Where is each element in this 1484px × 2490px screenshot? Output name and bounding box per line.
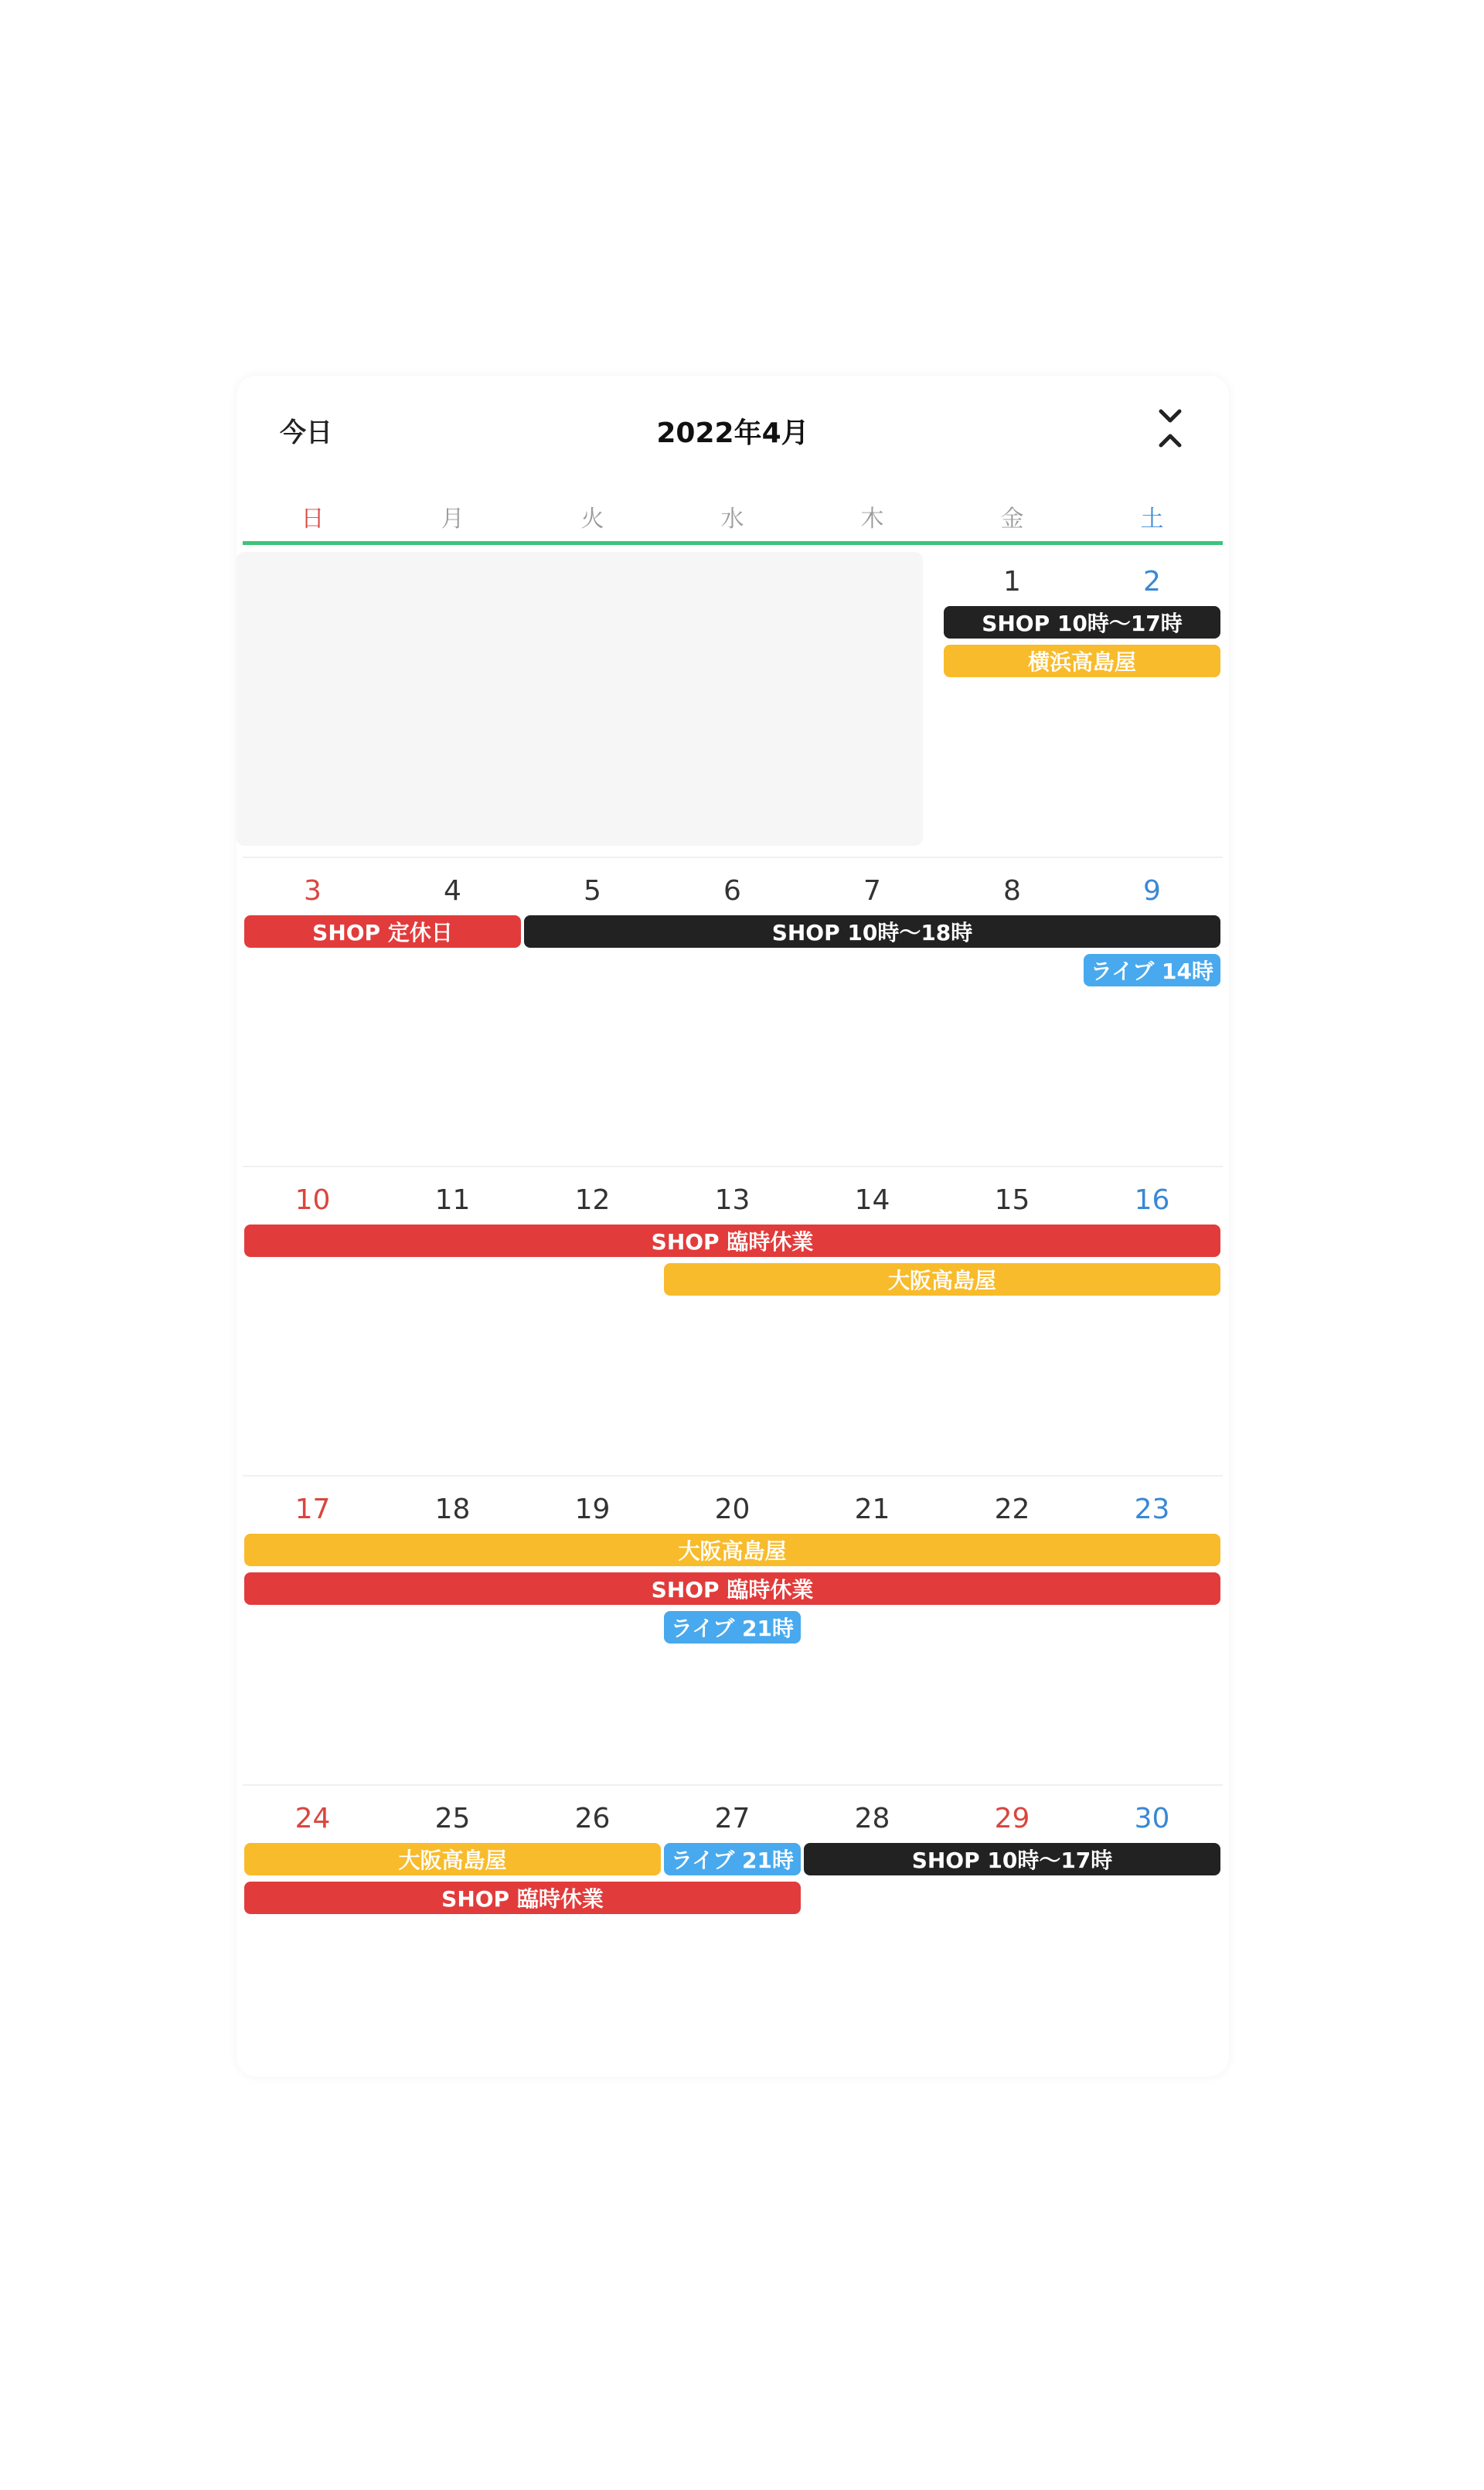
day-cell-number[interactable]: 28 bbox=[854, 1803, 890, 1834]
day-cell-number[interactable]: 14 bbox=[854, 1184, 890, 1216]
calendar-card bbox=[237, 376, 1229, 2076]
event-bar[interactable]: ライブ 21時 bbox=[664, 1611, 801, 1644]
event-bar[interactable]: SHOP 臨時休業 bbox=[244, 1572, 1220, 1605]
event-bar[interactable]: SHOP 10時〜17時 bbox=[944, 606, 1220, 639]
day-cell-number[interactable]: 3 bbox=[304, 875, 322, 907]
event-bar[interactable]: SHOP 臨時休業 bbox=[244, 1225, 1220, 1257]
chevron-collapse-icon bbox=[1155, 405, 1186, 451]
previous-month-empty-area bbox=[237, 552, 923, 846]
week-divider bbox=[243, 1784, 1223, 1786]
day-cell-number[interactable]: 21 bbox=[854, 1494, 890, 1525]
weekday-label: 月 bbox=[441, 506, 465, 533]
day-cell-number[interactable]: 29 bbox=[994, 1803, 1030, 1834]
event-bar[interactable]: ライブ 21時 bbox=[664, 1843, 801, 1875]
day-cell-number[interactable]: 22 bbox=[994, 1494, 1030, 1525]
day-cell-number[interactable]: 16 bbox=[1134, 1184, 1170, 1216]
day-cell-number[interactable]: 8 bbox=[1003, 875, 1021, 907]
day-cell-number[interactable]: 24 bbox=[294, 1803, 331, 1834]
calendar-header bbox=[237, 376, 1229, 484]
day-cell-number[interactable]: 20 bbox=[714, 1494, 751, 1525]
weekday-label: 土 bbox=[1140, 506, 1164, 533]
event-bar[interactable]: 大阪高島屋 bbox=[244, 1534, 1220, 1566]
day-cell-number[interactable]: 18 bbox=[434, 1494, 471, 1525]
collapse-toggle-button[interactable] bbox=[1155, 405, 1186, 451]
today-button[interactable]: 今日 bbox=[280, 417, 332, 448]
day-cell-number[interactable]: 17 bbox=[294, 1494, 331, 1525]
day-cell-number[interactable]: 19 bbox=[574, 1494, 611, 1525]
header-divider bbox=[243, 541, 1223, 545]
month-title: 2022年4月 bbox=[656, 417, 809, 449]
day-cell-number[interactable]: 4 bbox=[444, 875, 461, 907]
event-bar[interactable]: SHOP 臨時休業 bbox=[244, 1882, 801, 1914]
day-cell-number[interactable]: 1 bbox=[1003, 566, 1021, 598]
day-cell-number[interactable]: 27 bbox=[714, 1803, 751, 1834]
weekday-label: 金 bbox=[1000, 506, 1024, 533]
week-divider bbox=[243, 857, 1223, 858]
event-bar[interactable]: SHOP 定休日 bbox=[244, 915, 521, 948]
event-bar[interactable]: ライブ 14時 bbox=[1084, 954, 1220, 986]
week-divider bbox=[243, 1166, 1223, 1167]
day-cell-number[interactable]: 30 bbox=[1134, 1803, 1170, 1834]
day-cell-number[interactable]: 26 bbox=[574, 1803, 611, 1834]
weekday-label: 日 bbox=[301, 506, 325, 533]
week-divider bbox=[243, 1475, 1223, 1477]
day-cell-number[interactable]: 2 bbox=[1143, 566, 1161, 598]
event-bar[interactable]: SHOP 10時〜17時 bbox=[804, 1843, 1220, 1875]
weekday-label: 火 bbox=[580, 506, 604, 533]
weekday-label: 水 bbox=[720, 506, 744, 533]
day-cell-number[interactable]: 10 bbox=[294, 1184, 331, 1216]
event-bar[interactable]: 大阪高島屋 bbox=[244, 1843, 661, 1875]
event-bar[interactable]: SHOP 10時〜18時 bbox=[524, 915, 1220, 948]
weekday-header-row bbox=[243, 499, 1223, 533]
day-cell-number[interactable]: 12 bbox=[574, 1184, 611, 1216]
day-cell-number[interactable]: 15 bbox=[994, 1184, 1030, 1216]
day-cell-number[interactable]: 11 bbox=[434, 1184, 471, 1216]
day-cell-number[interactable]: 13 bbox=[714, 1184, 751, 1216]
day-cell-number[interactable]: 5 bbox=[584, 875, 601, 907]
event-bar[interactable]: 大阪高島屋 bbox=[664, 1263, 1220, 1296]
weekday-label: 木 bbox=[860, 506, 884, 533]
event-bar[interactable]: 横浜高島屋 bbox=[944, 645, 1220, 677]
day-cell-number[interactable]: 23 bbox=[1134, 1494, 1170, 1525]
day-cell-number[interactable]: 9 bbox=[1143, 875, 1161, 907]
day-cell-number[interactable]: 7 bbox=[863, 875, 881, 907]
day-cell-number[interactable]: 25 bbox=[434, 1803, 471, 1834]
day-cell-number[interactable]: 6 bbox=[723, 875, 741, 907]
